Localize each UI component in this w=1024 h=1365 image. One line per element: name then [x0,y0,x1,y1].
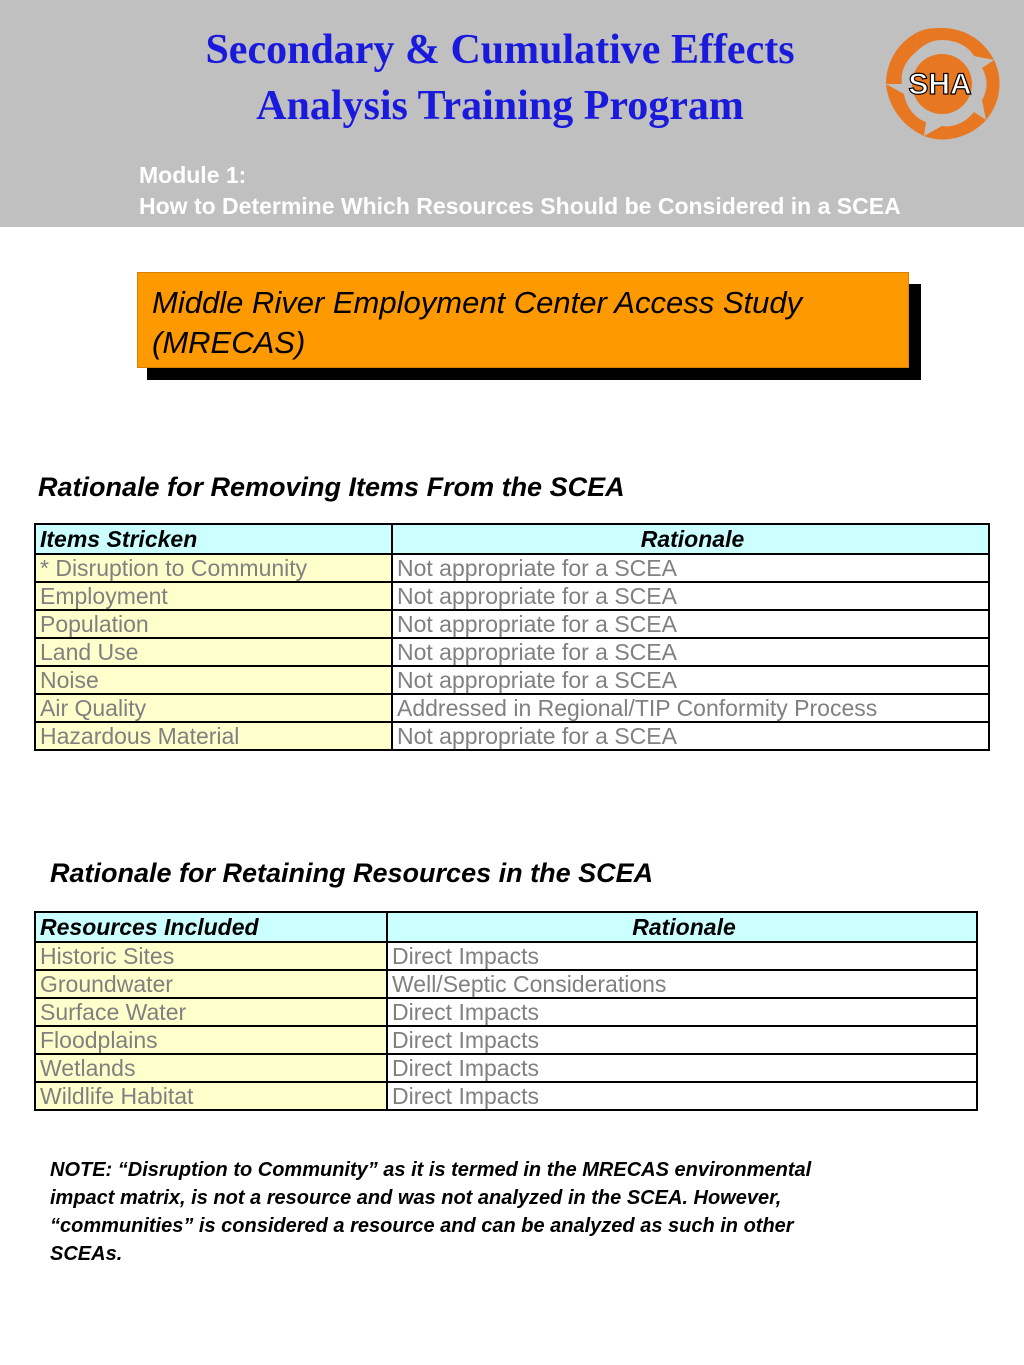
removed-items-table [34,523,990,751]
rationale-cell: Direct Impacts [387,998,977,1026]
logo-text: SHA [908,68,972,101]
page-title [80,22,920,134]
rationale-cell: Not appropriate for a SCEA [392,582,989,610]
item-cell: Noise [35,666,392,694]
module-subtitle: How to Determine Which Resources Should be Considered in a SCEA [139,193,901,219]
table-row [35,554,989,582]
removed-section-title: Rationale for Removing Items From the SCEA [38,472,625,502]
retained-resources-table [34,911,978,1111]
column-header-rationale: Rationale [392,524,989,554]
item-cell: Air Quality [35,694,392,722]
title-line-1: Secondary & Cumulative Effects [205,27,795,73]
rationale-cell: Direct Impacts [387,1054,977,1082]
table-row [35,1026,977,1054]
column-header-items-stricken: Items Stricken [35,524,392,554]
table-row [35,722,989,750]
table-row [35,970,977,998]
sha-logo [880,22,1004,146]
footnote-line-1: NOTE: “Disruption to Community” as it is termed in the MRECAS environmental [50,1159,812,1181]
table-row [35,582,989,610]
item-cell: Employment [35,582,392,610]
rationale-cell: Not appropriate for a SCEA [392,722,989,750]
table-row [35,610,989,638]
title-line-2: Analysis Training Program [256,83,744,129]
module-heading [139,160,901,222]
item-cell: Historic Sites [35,942,387,970]
rationale-cell: Not appropriate for a SCEA [392,610,989,638]
footnote-line-2: impact matrix, is not a resource and was not analyzed in the SCEA. However, [50,1187,782,1209]
rationale-cell: Not appropriate for a SCEA [392,554,989,582]
item-cell: Wildlife Habitat [35,1082,387,1110]
study-banner [137,272,909,368]
table-header-row [35,524,989,554]
item-cell: Floodplains [35,1026,387,1054]
study-title [152,283,892,363]
study-title-line-1: Middle River Employment Center Access Study [152,285,803,320]
table-row [35,998,977,1026]
rationale-cell: Well/Septic Considerations [387,970,977,998]
table-row [35,1054,977,1082]
item-cell: * Disruption to Community [35,554,392,582]
table-row [35,694,989,722]
column-header-resources-included: Resources Included [35,912,387,942]
rationale-cell: Not appropriate for a SCEA [392,666,989,694]
table-row [35,666,989,694]
module-number: Module 1: [139,162,247,188]
column-header-rationale: Rationale [387,912,977,942]
rationale-cell: Direct Impacts [387,942,977,970]
footnote-line-4: SCEAs. [50,1243,123,1265]
footnote-line-3: “communities” is considered a resource and can be analyzed as such in other [50,1215,794,1237]
rationale-cell: Direct Impacts [387,1082,977,1110]
rationale-cell: Addressed in Regional/TIP Conformity Process [392,694,989,722]
item-cell: Wetlands [35,1054,387,1082]
item-cell: Hazardous Material [35,722,392,750]
study-title-line-2: (MRECAS) [152,325,306,360]
item-cell: Surface Water [35,998,387,1026]
header-band [0,0,1024,227]
table-header-row [35,912,977,942]
table-row [35,638,989,666]
table-row [35,942,977,970]
footnote [50,1156,950,1268]
rationale-cell: Not appropriate for a SCEA [392,638,989,666]
item-cell: Groundwater [35,970,387,998]
table-row [35,1082,977,1110]
rationale-cell: Direct Impacts [387,1026,977,1054]
retained-section-title: Rationale for Retaining Resources in the SCEA [50,858,654,888]
item-cell: Land Use [35,638,392,666]
item-cell: Population [35,610,392,638]
